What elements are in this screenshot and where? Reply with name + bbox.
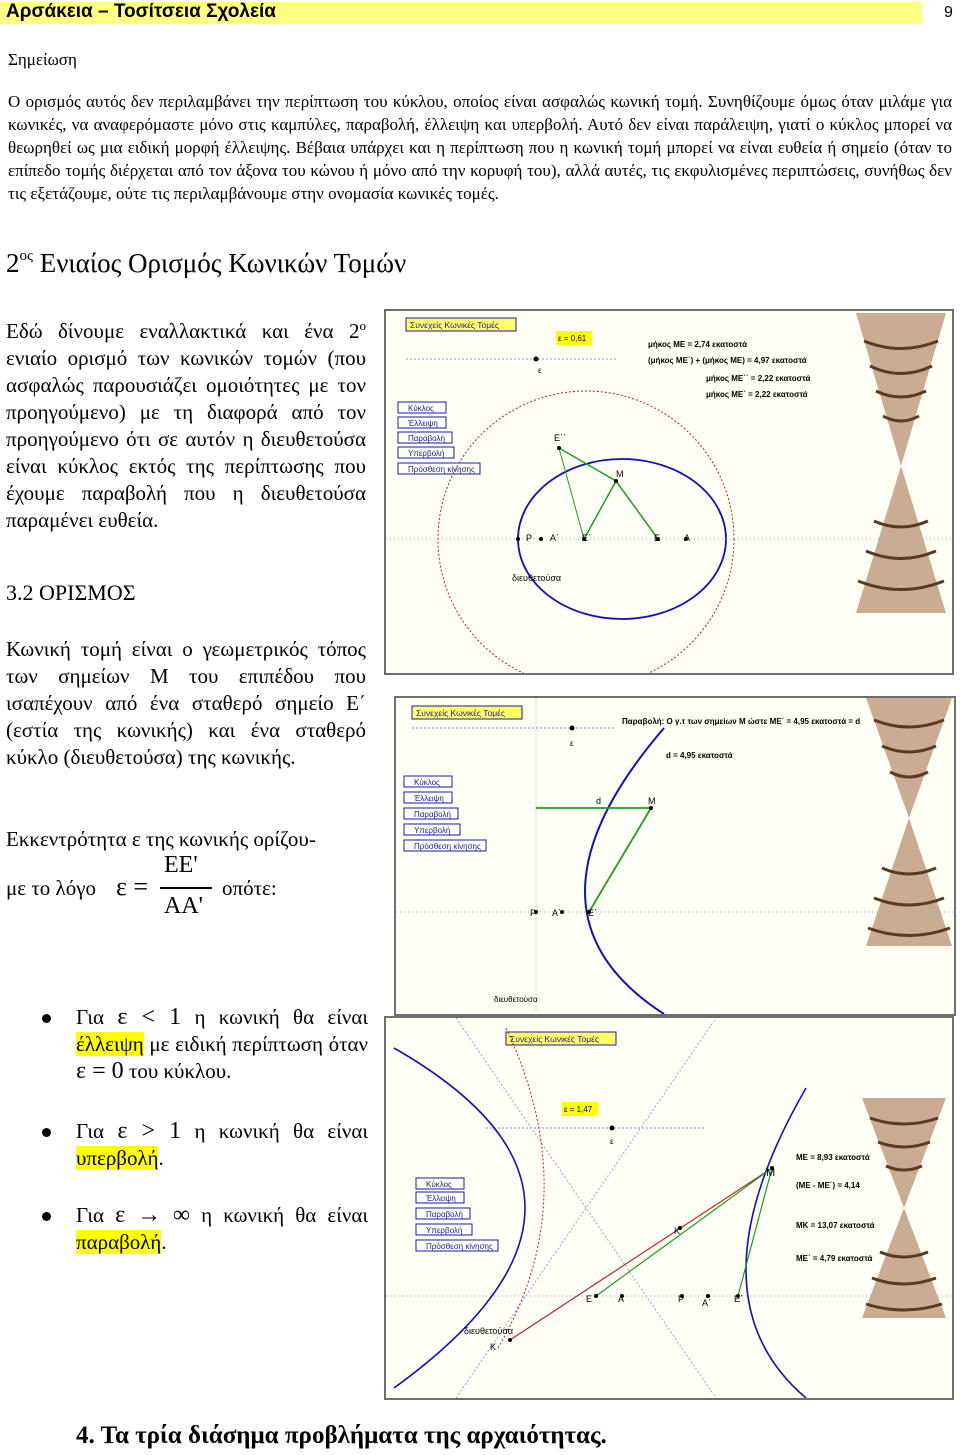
menu-item-hyperbola[interactable]: Υπερβολή [414,826,451,835]
label-P: Ρ [526,533,533,543]
bullet-math: ε > 1 [117,1118,182,1144]
label-M: Μ [616,469,624,479]
parabola-curve [585,728,664,1014]
label-E: Ε [654,533,661,543]
menu-item-add-motion[interactable]: Πρόσθεση κίνησης [408,465,475,474]
label-K1: Κ΄ [674,1226,683,1236]
bullet-post2: του κύκλου. [128,1059,232,1083]
eccentricity-formula [6,852,386,930]
bullet-dot [42,1128,51,1137]
directrix-circle [498,1028,544,1348]
figure-parabola-canvas [396,698,954,1014]
point-labels [526,433,690,543]
header-title: Αρσάκεια – Τοσίτσεια Σχολεία [6,1,276,22]
bullet-post: με ειδική περίπτωση όταν [149,1032,369,1056]
formula-denominator: ΑΑ' [164,893,203,919]
readout-1: μήκος ΜΕ = 2,74 εκατοστά [648,340,748,349]
label-E1: Ε΄ [588,908,597,918]
directrix-label: διευθετούσα [494,995,538,1004]
menu-item-add-motion[interactable]: Πρόσθεση κίνησης [426,1242,493,1251]
readout-3: μήκος ΜΕ΄΄ = 2,22 εκατοστά [706,374,811,383]
menu-item-hyperbola[interactable]: Υπερβολή [408,449,445,458]
intro-paragraph [6,312,366,534]
readout-1: Παραβολή: Ο γ.τ των σημείων Μ ώστε ΜΕ΄ = 4,95 εκατοστά = d [622,717,861,726]
measurements [648,340,810,399]
cone-icon [866,698,952,946]
bullet-post: . [158,1146,164,1170]
menu-buttons [398,402,480,474]
menu-item-circle[interactable]: Κύκλος [414,778,440,787]
intro-pre: Εδώ δίνουμε εναλλακτικά και ένα 2 [6,319,360,343]
menu-item-circle[interactable]: Κύκλος [408,404,434,413]
bullet-highlight: υπερβολή [76,1146,159,1170]
readout-2: (ΜΕ - ΜΕ΄) = 4,14 [796,1181,860,1190]
cone-icon [862,1098,946,1318]
label-M: Μ [766,1167,776,1179]
fraction-bar [160,887,212,889]
note-paragraph: Ο ορισμός αυτός δεν περιλαμβάνει την περίπτωση του κύκλου, οποίος είναι ασφαλώς κωνική τομή. Συνηθίζουμε όμως όταν μιλάμε για κωνικές, να αναφερόμαστε μόνο στις καμπύλες, παραβολή, έλλειψη και υπερβολή. Αυτό δεν είναι παράλειψη, γιατί ο κύκλος μπορεί να θεωρηθεί ως μια ειδική μορφή έλλειψης. Βέβαια υπάρχει και η περίπτωση που η κωνική τομή μπορεί να είναι ευθεία ή σημείο (όταν το επίπεδο τομής διέρχεται από τον άξονα του κώνου ή μόνο από την κορυφή του), αλλά αυτές, τις εκφυλισμένες περιπτώσεις, συνήθως δεν τις εξετάζουμε, ούτε τις περιλαμβάνουμε στην ονομασία κωνικές τομές. [8,92,952,203]
readout-1: ΜΕ = 8,93 εκατοστά [796,1153,870,1162]
bullet-math: ε → ∞ [115,1202,191,1228]
bullet-ellipse [76,1004,368,1085]
menu-item-ellipse[interactable]: Έλλειψη [414,794,444,803]
measurements [622,717,860,760]
label-E1: Ε΄ [582,533,591,543]
menu-title[interactable]: Συνεχείς Κωνικές Τομές [416,708,505,718]
e-value: ε = 1,47 [564,1105,593,1114]
label-A: Α [684,533,691,543]
e-slider-handle[interactable] [610,1126,615,1131]
menu-item-hyperbola[interactable]: Υπερβολή [426,1226,463,1235]
figure-ellipse [384,309,954,675]
bullet-dot [42,1212,51,1221]
figure-parabola [394,696,956,1016]
bullet-pre: Για [76,1203,105,1227]
label-M: Μ [648,796,656,806]
bullet-highlight: έλλειψη [76,1032,144,1056]
readout-2: (μήκος ΜΕ΄) + (μήκος ΜΕ) = 4,97 εκατοστά [648,356,807,365]
distance-ME [589,808,651,912]
e-slider-handle[interactable] [570,726,575,731]
intro-sup: ο [359,318,366,333]
bullet-hyperbola [76,1118,368,1172]
bullet-pre: Για [76,1005,105,1029]
section-title [6,248,406,279]
section-title-text: Ενιαίος Ορισμός Κωνικών Τομών [39,248,407,278]
readout-4: μήκος ΜΕ΄ = 2,22 εκατοστά [706,390,808,399]
e-value: ε = 0,61 [558,334,587,343]
bullet-math: ε < 1 [117,1004,182,1030]
bullet-mid: η κωνική θα είναι [194,1119,369,1143]
e-label: ε [570,739,574,748]
readout-4: ΜΕ΄ = 4,79 εκατοστά [796,1254,873,1263]
definition-heading: 3.2 ΟΡΙΣΜΟΣ [6,580,136,605]
formula-lhs: ε = [116,872,149,901]
next-section-heading: 4. Τα τρία διάσημα προβλήματα της αρχαιότητας. [76,1422,607,1449]
focal-segments [559,448,616,539]
bullet-mid: η κωνική θα είναι [201,1203,368,1227]
section-number: 2 [6,248,20,278]
intro-post: ενιαίο ορισμό των κωνικών τομών (που ασφαλώς παρουσιάζει ομοιότητες με τον προηγούμενο) με τη διαφορά από τον προηγούμενο ότι σε αυτόν η διευθετούσα είναι κύκλος εκτός της περίπτωσης που έχουμε παραβολή που η διευθετούσα παραμένει ευθεία. [6,346,366,532]
bullet-mid: η κωνική θα είναι [194,1005,369,1029]
menu-item-parabola[interactable]: Παραβολή [414,810,451,819]
section-number-sup: ος [19,248,33,264]
cone-icon [856,313,946,613]
menu-item-circle[interactable]: Κύκλος [426,1180,452,1189]
point-labels [530,796,656,918]
directrix-label: διευθετούσα [512,573,562,583]
measurements [796,1153,875,1263]
eccentricity-line: Εκκεντρότητα ε της κωνικής ορίζου- [6,827,316,851]
figure-ellipse-canvas [386,311,952,673]
menu-item-parabola[interactable]: Παραβολή [408,434,445,443]
e-label: ε [538,366,542,375]
figure-hyperbola [384,1016,954,1400]
e-label: ε [610,1137,614,1146]
definition-paragraph: Κωνική τομή είναι ο γεωμετρικός τόπος των σημείων Μ του επιπέδου που ισαπέχουν από ένα σταθερό σημείο Ε΄ (εστία της κωνικής) και ένα σταθερό κύκλο (διευθετούσα) της κωνικής. [6,637,366,769]
formula-numerator: ΕΕ' [164,852,198,878]
bullet-math2: ε = 0 [76,1058,124,1084]
label-E1: Ε΄ [734,1294,743,1304]
label-E2: Ε΄΄ [554,433,566,443]
menu-item-ellipse[interactable]: Έλλειψη [408,419,438,428]
radius-MK [510,1168,772,1340]
menu-buttons [416,1178,498,1251]
bullet-parabola [76,1202,368,1256]
directrix-label: διευθετούσα [464,1326,514,1336]
menu-title[interactable]: Συνεχείς Κωνικές Τομές [410,320,499,330]
label-A1: Α΄ [550,533,559,543]
bullet-post: . [161,1230,167,1254]
label-A1: Α΄ [702,1298,711,1308]
readout-2: d = 4,95 εκατοστά [666,751,733,760]
label-K: Κ [490,1342,497,1352]
label-P: Ρ [530,908,537,918]
bullet-dot [42,1014,51,1023]
menu-buttons [404,776,486,851]
label-A: Α [618,1294,625,1304]
menu-title[interactable]: Συνεχείς Κωνικές Τομές [510,1034,599,1044]
page-number: 9 [944,4,953,21]
hyperbola-branch-right [746,1088,806,1398]
note-heading: Σημείωση [8,50,77,69]
formula-post: οπότε: [222,876,277,900]
formula-pre: με το λόγο [6,876,96,900]
label-P: Ρ [678,1294,685,1304]
readout-3: ΜΚ = 13,07 εκατοστά [796,1221,875,1230]
menu-item-parabola[interactable]: Παραβολή [426,1210,463,1219]
label-d: d [596,796,602,806]
figure-hyperbola-canvas [386,1018,952,1398]
bullet-highlight: παραβολή [76,1230,162,1254]
menu-item-ellipse[interactable]: Έλλειψη [426,1194,456,1203]
label-E: Ε [586,1294,593,1304]
directrix-circle [438,391,734,673]
bullet-pre: Για [76,1119,105,1143]
menu-item-add-motion[interactable]: Πρόσθεση κίνησης [414,842,481,851]
label-A1: Α΄ [552,908,561,918]
e-slider-handle[interactable] [534,357,539,362]
